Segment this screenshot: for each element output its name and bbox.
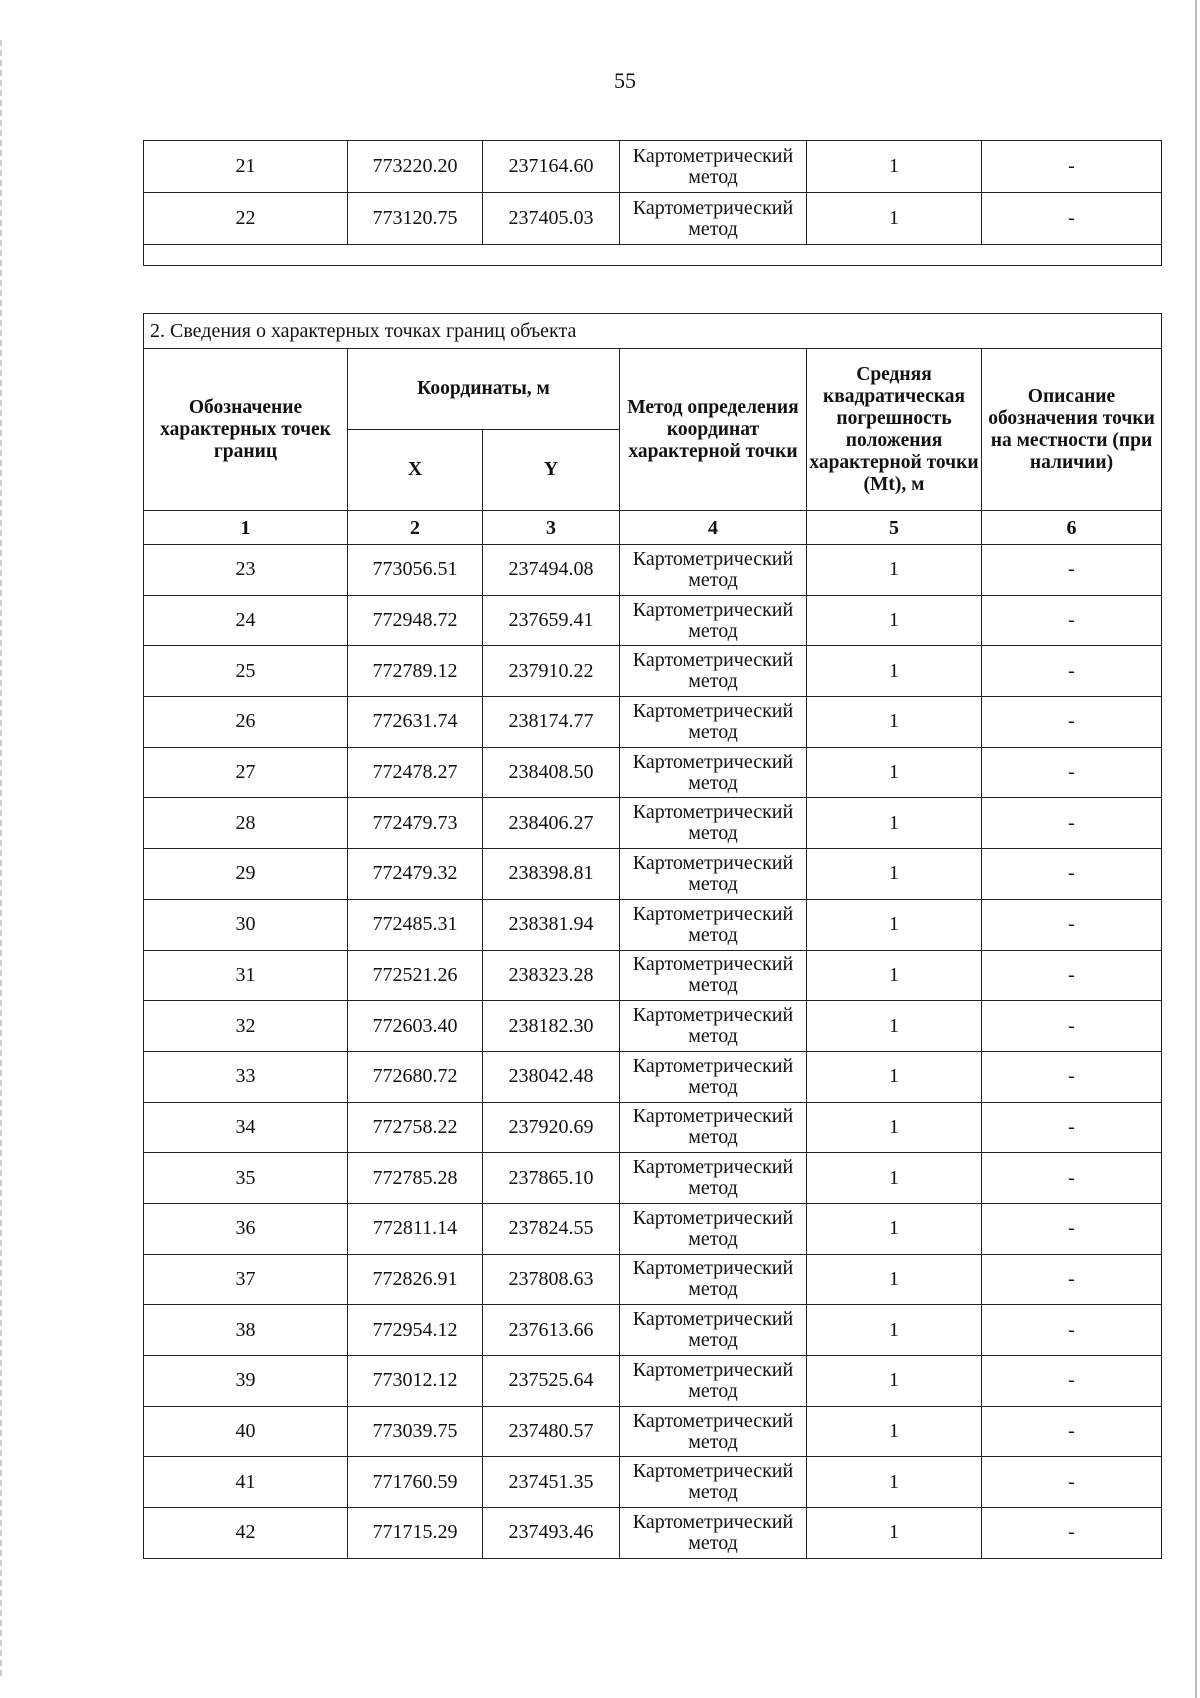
mean-square-error: 1 [807, 1203, 982, 1254]
coordinate-x: 772826.91 [348, 1254, 483, 1305]
mean-square-error: 1 [807, 1102, 982, 1153]
method-line-1: Картометрический [632, 1358, 794, 1381]
coordinate-x: 772603.40 [348, 1001, 483, 1052]
point-number: 23 [144, 545, 348, 596]
method-line-2: метод [688, 217, 738, 240]
point-number: 32 [144, 1001, 348, 1052]
method-line-2: метод [688, 1227, 738, 1250]
method-line-2: метод [688, 619, 738, 642]
coordinate-x: 773120.75 [348, 193, 483, 245]
coordinate-x: 772789.12 [348, 646, 483, 697]
point-description: - [982, 1102, 1162, 1153]
coordinate-x: 772479.32 [348, 849, 483, 900]
header-method: Метод определения координат характерной точки [620, 349, 807, 511]
coordinate-x: 772954.12 [348, 1305, 483, 1356]
table-row [144, 1508, 1162, 1559]
table-row [144, 193, 1162, 245]
table-caption: 2. Сведения о характерных точках границ объекта [144, 314, 1162, 349]
point-number: 31 [144, 950, 348, 1001]
method-line-1: Картометрический [632, 1308, 794, 1331]
point-description: - [982, 697, 1162, 748]
coordinate-y: 237920.69 [483, 1102, 620, 1153]
method-cell [620, 747, 807, 798]
coordinate-x: 772521.26 [348, 950, 483, 1001]
table-row [144, 697, 1162, 748]
method-line-1: Картометрический [632, 1257, 794, 1280]
point-number: 24 [144, 595, 348, 646]
mean-square-error: 1 [807, 1153, 982, 1204]
point-description: - [982, 1406, 1162, 1457]
mean-square-error: 1 [807, 950, 982, 1001]
point-number: 38 [144, 1305, 348, 1356]
point-description: - [982, 1153, 1162, 1204]
point-description: - [982, 1203, 1162, 1254]
coordinate-y: 237493.46 [483, 1508, 620, 1559]
point-number: 21 [144, 141, 348, 193]
continuation-table [143, 140, 1162, 266]
coordinate-x: 773039.75 [348, 1406, 483, 1457]
coordinate-y: 237494.08 [483, 545, 620, 596]
coordinate-x: 771715.29 [348, 1508, 483, 1559]
table-row [144, 1254, 1162, 1305]
coordinate-y: 237910.22 [483, 646, 620, 697]
coordinate-x: 772485.31 [348, 899, 483, 950]
header-description: Описание обозначения точки на местности (при наличии) [982, 349, 1162, 511]
mean-square-error: 1 [807, 1457, 982, 1508]
mean-square-error: 1 [807, 1001, 982, 1052]
point-number: 26 [144, 697, 348, 748]
method-cell [620, 1356, 807, 1407]
column-number: 6 [982, 511, 1162, 545]
coordinate-y: 238042.48 [483, 1051, 620, 1102]
point-number: 35 [144, 1153, 348, 1204]
method-cell [620, 646, 807, 697]
point-description: - [982, 1457, 1162, 1508]
table-row [144, 1153, 1162, 1204]
point-number: 41 [144, 1457, 348, 1508]
coordinate-y: 237824.55 [483, 1203, 620, 1254]
coordinate-y: 238408.50 [483, 747, 620, 798]
coordinate-x: 772811.14 [348, 1203, 483, 1254]
point-number: 30 [144, 899, 348, 950]
coordinate-y: 238182.30 [483, 1001, 620, 1052]
method-line-2: метод [688, 1531, 738, 1554]
point-description: - [982, 193, 1162, 245]
method-line-2: метод [688, 1329, 738, 1352]
table-row [144, 141, 1162, 193]
table-row [144, 1203, 1162, 1254]
empty-cell [144, 245, 1162, 266]
point-number: 36 [144, 1203, 348, 1254]
point-number: 25 [144, 646, 348, 697]
coordinate-y: 237451.35 [483, 1457, 620, 1508]
coordinate-x: 772631.74 [348, 697, 483, 748]
point-description: - [982, 545, 1162, 596]
mean-square-error: 1 [807, 141, 982, 193]
method-cell [620, 141, 807, 193]
point-number: 27 [144, 747, 348, 798]
point-description: - [982, 899, 1162, 950]
method-line-1: Картометрический [632, 547, 794, 570]
mean-square-error: 1 [807, 798, 982, 849]
scan-right-edge [1195, 0, 1197, 1698]
column-number: 2 [348, 511, 483, 545]
coordinate-y: 237164.60 [483, 141, 620, 193]
method-line-1: Картометрический [632, 1004, 794, 1027]
header-x: X [348, 430, 483, 511]
coordinate-x: 773220.20 [348, 141, 483, 193]
coordinate-y: 238174.77 [483, 697, 620, 748]
point-number: 42 [144, 1508, 348, 1559]
method-line-2: метод [688, 1025, 738, 1048]
point-number: 29 [144, 849, 348, 900]
coordinate-x: 772758.22 [348, 1102, 483, 1153]
method-line-2: метод [688, 1481, 738, 1504]
method-cell [620, 849, 807, 900]
point-number: 22 [144, 193, 348, 245]
column-number: 4 [620, 511, 807, 545]
method-cell [620, 1406, 807, 1457]
method-line-2: метод [688, 923, 738, 946]
point-description: - [982, 595, 1162, 646]
mean-square-error: 1 [807, 193, 982, 245]
point-number: 39 [144, 1356, 348, 1407]
method-line-2: метод [688, 872, 738, 895]
point-description: - [982, 1356, 1162, 1407]
table-row [144, 1457, 1162, 1508]
coordinate-x: 773056.51 [348, 545, 483, 596]
point-number: 40 [144, 1406, 348, 1457]
method-line-1: Картометрический [632, 649, 794, 672]
method-line-2: метод [688, 670, 738, 693]
method-cell [620, 798, 807, 849]
method-line-1: Картометрический [632, 1409, 794, 1432]
point-description: - [982, 1051, 1162, 1102]
method-cell [620, 545, 807, 596]
point-number: 37 [144, 1254, 348, 1305]
mean-square-error: 1 [807, 849, 982, 900]
method-line-2: метод [688, 1430, 738, 1453]
coordinate-x: 772948.72 [348, 595, 483, 646]
page-number: 55 [614, 68, 636, 93]
method-line-1: Картометрический [632, 750, 794, 773]
method-line-2: метод [688, 1278, 738, 1301]
column-number: 5 [807, 511, 982, 545]
method-line-2: метод [688, 720, 738, 743]
method-line-2: метод [688, 568, 738, 591]
table-row [144, 798, 1162, 849]
table-row [144, 1305, 1162, 1356]
coordinate-x: 772680.72 [348, 1051, 483, 1102]
coordinate-x: 771760.59 [348, 1457, 483, 1508]
point-description: - [982, 798, 1162, 849]
method-line-2: метод [688, 974, 738, 997]
method-line-2: метод [688, 1075, 738, 1098]
method-cell [620, 899, 807, 950]
point-description: - [982, 646, 1162, 697]
method-line-1: Картометрический [632, 801, 794, 824]
coordinate-x: 773012.12 [348, 1356, 483, 1407]
table-row [144, 1102, 1162, 1153]
method-line-1: Картометрический [632, 1510, 794, 1533]
mean-square-error: 1 [807, 646, 982, 697]
mean-square-error: 1 [807, 545, 982, 596]
method-cell [620, 950, 807, 1001]
method-cell [620, 1305, 807, 1356]
coordinate-y: 237613.66 [483, 1305, 620, 1356]
method-line-1: Картометрический [632, 1206, 794, 1229]
table-row [144, 595, 1162, 646]
point-description: - [982, 950, 1162, 1001]
table-row [144, 1406, 1162, 1457]
coordinate-x: 772785.28 [348, 1153, 483, 1204]
method-line-1: Картометрический [632, 902, 794, 925]
method-line-1: Картометрический [632, 1054, 794, 1077]
method-cell [620, 1254, 807, 1305]
mean-square-error: 1 [807, 697, 982, 748]
method-line-2: метод [688, 1379, 738, 1402]
method-line-1: Картометрический [632, 699, 794, 722]
coordinate-y: 237525.64 [483, 1356, 620, 1407]
boundary-points-table-body [144, 545, 1162, 1559]
method-line-1: Картометрический [632, 1105, 794, 1128]
mean-square-error: 1 [807, 1051, 982, 1102]
method-line-1: Картометрический [632, 953, 794, 976]
point-description: - [982, 747, 1162, 798]
method-line-1: Картометрический [632, 851, 794, 874]
mean-square-error: 1 [807, 1406, 982, 1457]
method-cell [620, 697, 807, 748]
method-line-2: метод [688, 1126, 738, 1149]
method-cell [620, 1457, 807, 1508]
scan-left-edge [0, 40, 2, 1680]
table-row [144, 1051, 1162, 1102]
coordinate-y: 237865.10 [483, 1153, 620, 1204]
point-number: 34 [144, 1102, 348, 1153]
method-line-2: метод [688, 165, 738, 188]
column-number: 3 [483, 511, 620, 545]
point-number: 28 [144, 798, 348, 849]
coordinate-y: 237659.41 [483, 595, 620, 646]
table-row [144, 950, 1162, 1001]
header-coordinates: Координаты, м [348, 349, 620, 430]
method-cell [620, 595, 807, 646]
coordinate-y: 238381.94 [483, 899, 620, 950]
table-row [144, 747, 1162, 798]
coordinate-y: 237405.03 [483, 193, 620, 245]
mean-square-error: 1 [807, 899, 982, 950]
method-line-2: метод [688, 771, 738, 794]
header-designation: Обозначение характерных точек границ [144, 349, 348, 511]
point-description: - [982, 141, 1162, 193]
coordinate-y: 238398.81 [483, 849, 620, 900]
method-cell [620, 1102, 807, 1153]
method-line-1: Картометрический [632, 1156, 794, 1179]
table-row [144, 849, 1162, 900]
mean-square-error: 1 [807, 1254, 982, 1305]
mean-square-error: 1 [807, 1508, 982, 1559]
coordinate-x: 772478.27 [348, 747, 483, 798]
method-line-1: Картометрический [632, 598, 794, 621]
boundary-points-table [143, 313, 1162, 1559]
coordinate-x: 772479.73 [348, 798, 483, 849]
mean-square-error: 1 [807, 1356, 982, 1407]
mean-square-error: 1 [807, 747, 982, 798]
table-row [144, 646, 1162, 697]
mean-square-error: 1 [807, 1305, 982, 1356]
method-cell [620, 1508, 807, 1559]
method-line-1: Картометрический [632, 144, 794, 167]
point-description: - [982, 1508, 1162, 1559]
column-number: 1 [144, 511, 348, 545]
coordinate-y: 237480.57 [483, 1406, 620, 1457]
point-description: - [982, 849, 1162, 900]
table-row [144, 545, 1162, 596]
continuation-table-body [144, 141, 1162, 266]
point-description: - [982, 1305, 1162, 1356]
method-cell [620, 193, 807, 245]
empty-row [144, 245, 1162, 266]
point-number: 33 [144, 1051, 348, 1102]
method-cell [620, 1051, 807, 1102]
table-row [144, 1001, 1162, 1052]
coordinate-y: 237808.63 [483, 1254, 620, 1305]
method-cell [620, 1001, 807, 1052]
header-y: Y [483, 430, 620, 511]
point-description: - [982, 1254, 1162, 1305]
method-line-2: метод [688, 1177, 738, 1200]
method-line-1: Картометрический [632, 1460, 794, 1483]
table-row [144, 899, 1162, 950]
table-row [144, 1356, 1162, 1407]
method-line-2: метод [688, 822, 738, 845]
mean-square-error: 1 [807, 595, 982, 646]
method-cell [620, 1153, 807, 1204]
coordinate-y: 238406.27 [483, 798, 620, 849]
method-cell [620, 1203, 807, 1254]
coordinate-y: 238323.28 [483, 950, 620, 1001]
header-error: Средняя квадратическая погрешность положения характерной точки (Mt), м [807, 349, 982, 511]
point-description: - [982, 1001, 1162, 1052]
method-line-1: Картометрический [632, 196, 794, 219]
